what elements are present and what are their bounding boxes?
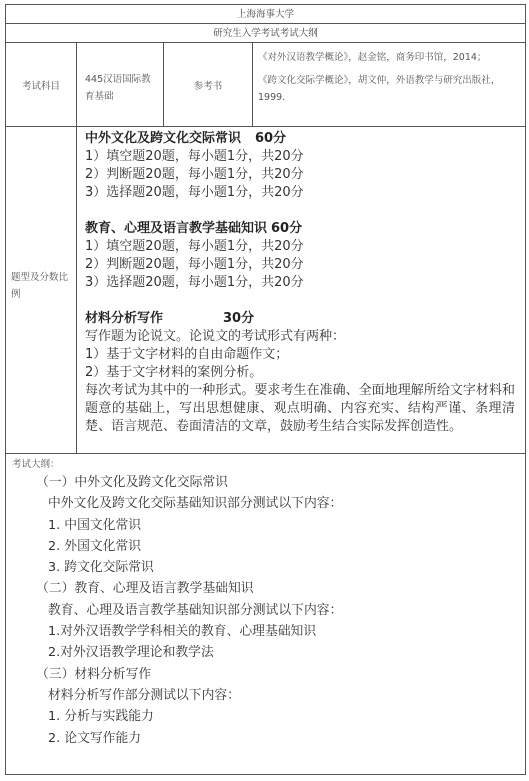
question-types-content [77,127,525,453]
reference-label: 参考书 [164,43,253,126]
exam-syllabus-document [5,4,526,775]
subject-label: 考试科目 [6,43,77,126]
question-item: 1）填空题20题，每小题1分，共20分 [85,149,304,164]
reference-item: 《跨文化交际学概论》，胡文仲，外语教学与研究出版社，1999. [258,75,501,103]
outline-intro: 中外文化及跨文化交际基础知识部分测试以下内容： [48,496,343,512]
question-item: 2）判断题20题，每小题1分，共20分 [85,167,304,182]
outline-intro: 材料分析写作部分测试以下内容： [48,687,240,703]
section-title [85,310,515,328]
section-intro: 写作题为论说文。论说文的考试形式有两种： [85,329,346,344]
question-types-label: 题型及分数比例 [6,127,77,453]
question-types-row [6,127,525,454]
document-title: 研究生入学考试考试大纲 [6,24,525,43]
outline-item: 2. 外国文化常识 [48,538,142,554]
question-item: 1）基于文字材料的自由命题作文； [85,347,289,362]
university-name: 上海海事大学 [6,5,525,24]
outline-item: 3. 跨文化交际常识 [48,560,154,576]
section-name: 中外文化及跨文化交际常识 [85,131,242,146]
outline-heading: （一）中外文化及跨文化交际常识 [36,475,228,490]
outline-item: 1.对外汉语教学学科相关的教育、心理基础知识 [48,624,317,640]
section-title [85,220,515,238]
outline-item: 2.对外汉语教学理论和教学法 [48,645,214,661]
outline-intro: 教育、心理及语言教学基础知识部分测试以下内容： [48,602,343,618]
reference-item: 《对外汉语教学概论》，赵金铭，商务印书馆，2014； [258,52,487,63]
section-points: 60分 [271,221,303,236]
question-item: 1）填空题20题，每小题1分，共20分 [85,239,304,254]
outline-heading: （二）教育、心理及语言教学基础知识 [36,581,254,597]
subject-info-row [6,43,525,127]
section-title [85,130,515,148]
reference-list [253,43,525,126]
exam-outline [6,454,525,774]
outline-item: 2. 论文写作能力 [48,730,142,746]
question-item: 3）选择题20题，每小题1分，共20分 [85,185,304,200]
section-points: 60分 [255,131,287,146]
section-note: 每次考试为其中的一种形式。要求考生在准确、全面地理解所给文字材料和题意的基础上，写出思想健康、观点明确、内容充实、结构严谨、条理清楚、语言规范、卷面清洁的文章，鼓励考生结合实际发挥创造性。 [85,383,515,434]
subject-value: 445汉语国际教育基础 [77,43,164,126]
question-item: 2）判断题20题，每小题1分，共20分 [85,257,304,272]
outline-item: 1. 分析与实践能力 [48,709,154,725]
question-item: 2）基于文字材料的案例分析。 [85,365,263,380]
outline-label: 考试大纲： [12,459,60,470]
section-name: 教育、心理及语言教学基础知识 [85,221,268,236]
outline-heading: （三）材料分析写作 [36,666,152,682]
section-points: 30分 [223,311,255,326]
section-name: 材料分析写作 [85,311,164,326]
outline-item: 1. 中国文化常识 [48,517,142,533]
question-item: 3）选择题20题，每小题1分，共20分 [85,275,304,290]
